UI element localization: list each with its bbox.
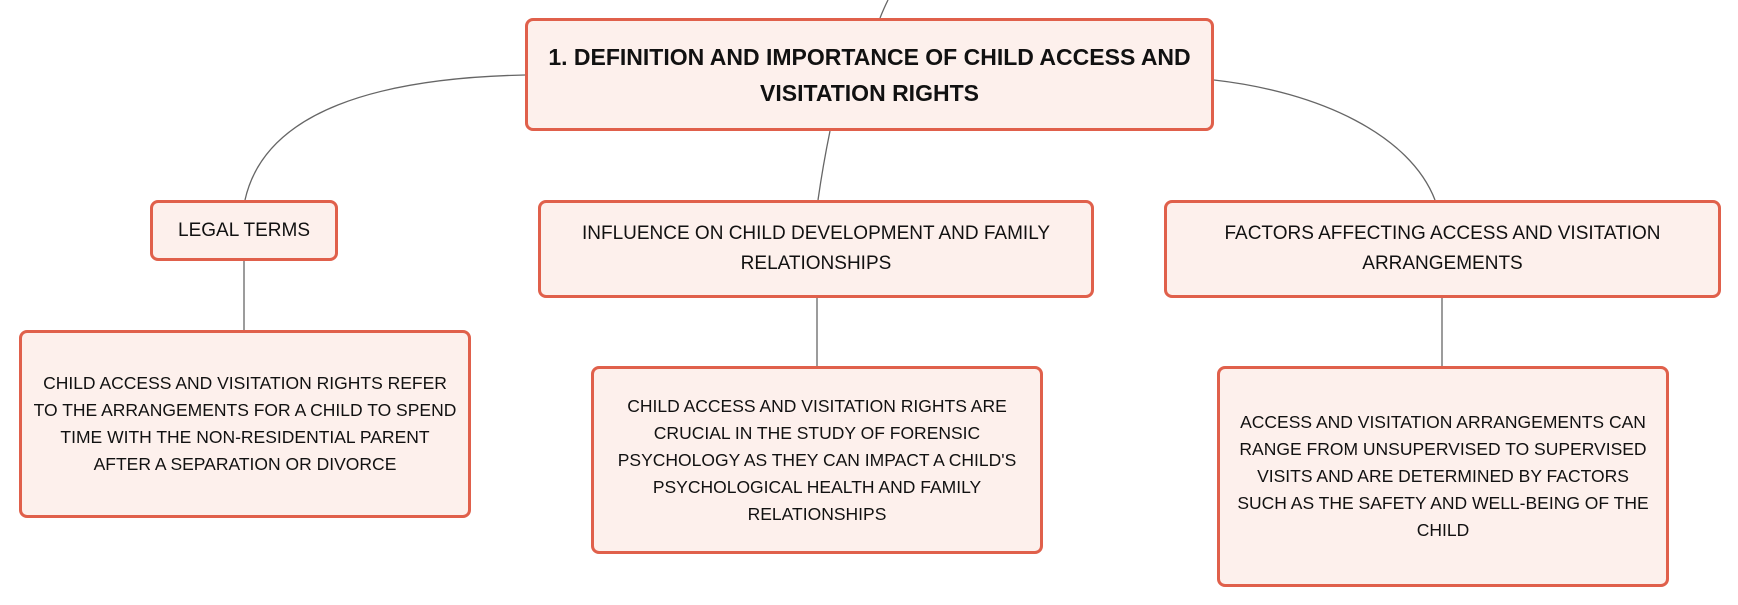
connector-parent-to-root bbox=[880, 0, 888, 18]
legal-terms-label: LEGAL TERMS bbox=[178, 219, 310, 241]
factors-detail-node[interactable] bbox=[1217, 366, 1669, 587]
influence-detail-text: CHILD ACCESS AND VISITATION RIGHTS ARE CRUCIAL IN THE STUDY OF FORENSIC PSYCHOLOGY AS THEY CAN IMPACT A CHILD'S PSYCHOLOGICAL HEALTH AND FAMILY RELATIONSHIPS bbox=[617, 395, 1017, 524]
factors-node[interactable] bbox=[1164, 200, 1721, 298]
factors-detail-text: ACCESS AND VISITATION ARRANGEMENTS CAN RANGE FROM UNSUPERVISED TO SUPERVISED VISITS AND ARE DETERMINED BY FACTORS SUCH AS THE SAFETY AND WELL-BEING OF THE CHILD bbox=[1237, 412, 1649, 540]
influence-label: INFLUENCE ON CHILD DEVELOPMENT AND FAMILY RELATIONSHIPS bbox=[581, 223, 1051, 274]
legal-terms-detail-text: CHILD ACCESS AND VISITATION RIGHTS REFER TO THE ARRANGEMENTS FOR A CHILD TO SPEND TIME WITH THE NON-RESIDENTIAL PARENT AFTER A SEPARATION OR DIVORCE bbox=[33, 373, 457, 474]
legal-terms-detail-node[interactable] bbox=[19, 330, 471, 518]
root-topic-label: 1. DEFINITION AND IMPORTANCE OF CHILD ACCESS AND VISITATION RIGHTS bbox=[548, 43, 1191, 106]
legal-terms-node[interactable] bbox=[150, 200, 338, 261]
factors-label: FACTORS AFFECTING ACCESS AND VISITATION ARRANGEMENTS bbox=[1224, 223, 1661, 274]
root-topic-node[interactable] bbox=[525, 18, 1214, 131]
connector-root-to-factors bbox=[1214, 80, 1435, 200]
connector-root-to-influence bbox=[818, 131, 830, 200]
influence-node[interactable] bbox=[538, 200, 1094, 298]
influence-detail-node[interactable] bbox=[591, 366, 1043, 554]
connector-root-to-legal-terms bbox=[245, 75, 525, 200]
